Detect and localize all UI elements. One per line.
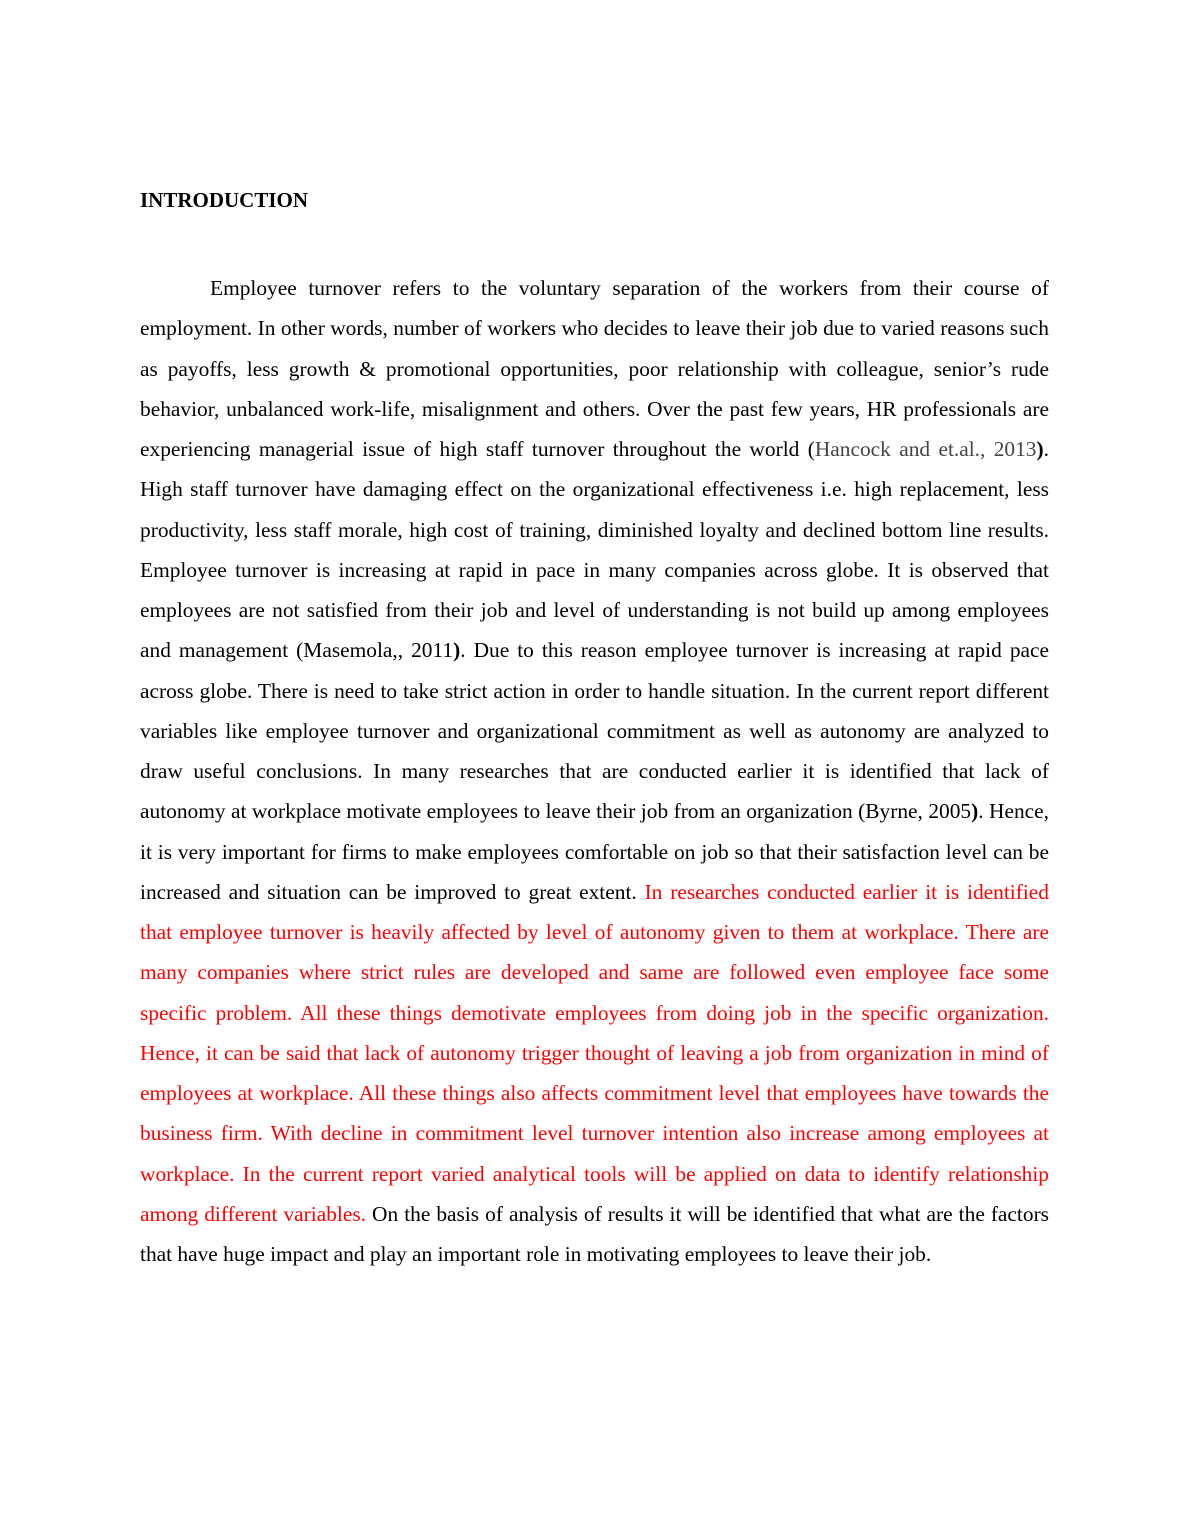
citation-hancock: Hancock and et.al., 2013	[814, 437, 1037, 461]
section-heading: INTRODUCTION	[140, 188, 309, 212]
introduction-paragraph	[140, 268, 1049, 1274]
paragraph-text-part-3: . Due to this reason employee turnover is increasing at rapid pace across globe. There is need to take strict action in order to handle situation. In the current report different variables like employee turnover and organizational commitment as well as autonomy are analyzed to draw useful conclusions. In many researches that are conducted earlier it is identified that lack of autonomy at workplace motivate employees to leave their job from an organization (Byrne, 2005	[140, 638, 1050, 824]
highlighted-red-text: In researches conducted earlier it is identified that employee turnover is heavily affected by level of autonomy given to them at workplace. There are many companies where strict rules are developed and same are followed even employee face some specific problem. All these things demotivate employees from doing job in the specific organization. Hence, it can be said that lack of autonomy trigger thought of leaving a job from organization in mind of employees at workplace. All these things also affects commitment level that employees have towards the business firm. With decline in commitment level turnover intention also increase among employees at workplace. In the current report varied analytical tools will be applied on data to identify relationship among different variables.	[140, 879, 1050, 1226]
paragraph-text-part-2: . High staff turnover have damaging effect on the organizational effectiveness i.e. high replacement, less productivity, less staff morale, high cost of training, diminished loyalty and declined bottom line results. Employee turnover is increasing at rapid in pace in many companies across globe. It is observed that employees are not satisfied from their job and level of understanding is not build up among employees and management (Masemola,, 2011	[140, 437, 1049, 663]
citation-close-paren: )	[971, 799, 979, 824]
paragraph-text-part-5: On the basis of analysis of results it will be identified that what are the factors that have huge impact and play an important role in motivating employees to leave their job.	[140, 1201, 1050, 1266]
citation-close-paren: )	[453, 638, 461, 663]
paragraph-text-part-4: . Hence, it is very important for firms to make employees comfortable on job so that their satisfaction level can be increased and situation can be improved to great extent.	[140, 799, 1050, 904]
paragraph-text-part-1: Employee turnover refers to the voluntary separation of the workers from their course of employment. In other words, number of workers who decides to leave their job due to varied reasons such as payoffs, less growth & promotional opportunities, poor relationship with colleague, senior’s rude behavior, unbalanced work-life, misalignment and others. Over the past few years, HR professionals are experiencing managerial issue of high staff turnover throughout the world (	[140, 276, 1049, 461]
citation-close-paren: )	[1036, 437, 1044, 461]
